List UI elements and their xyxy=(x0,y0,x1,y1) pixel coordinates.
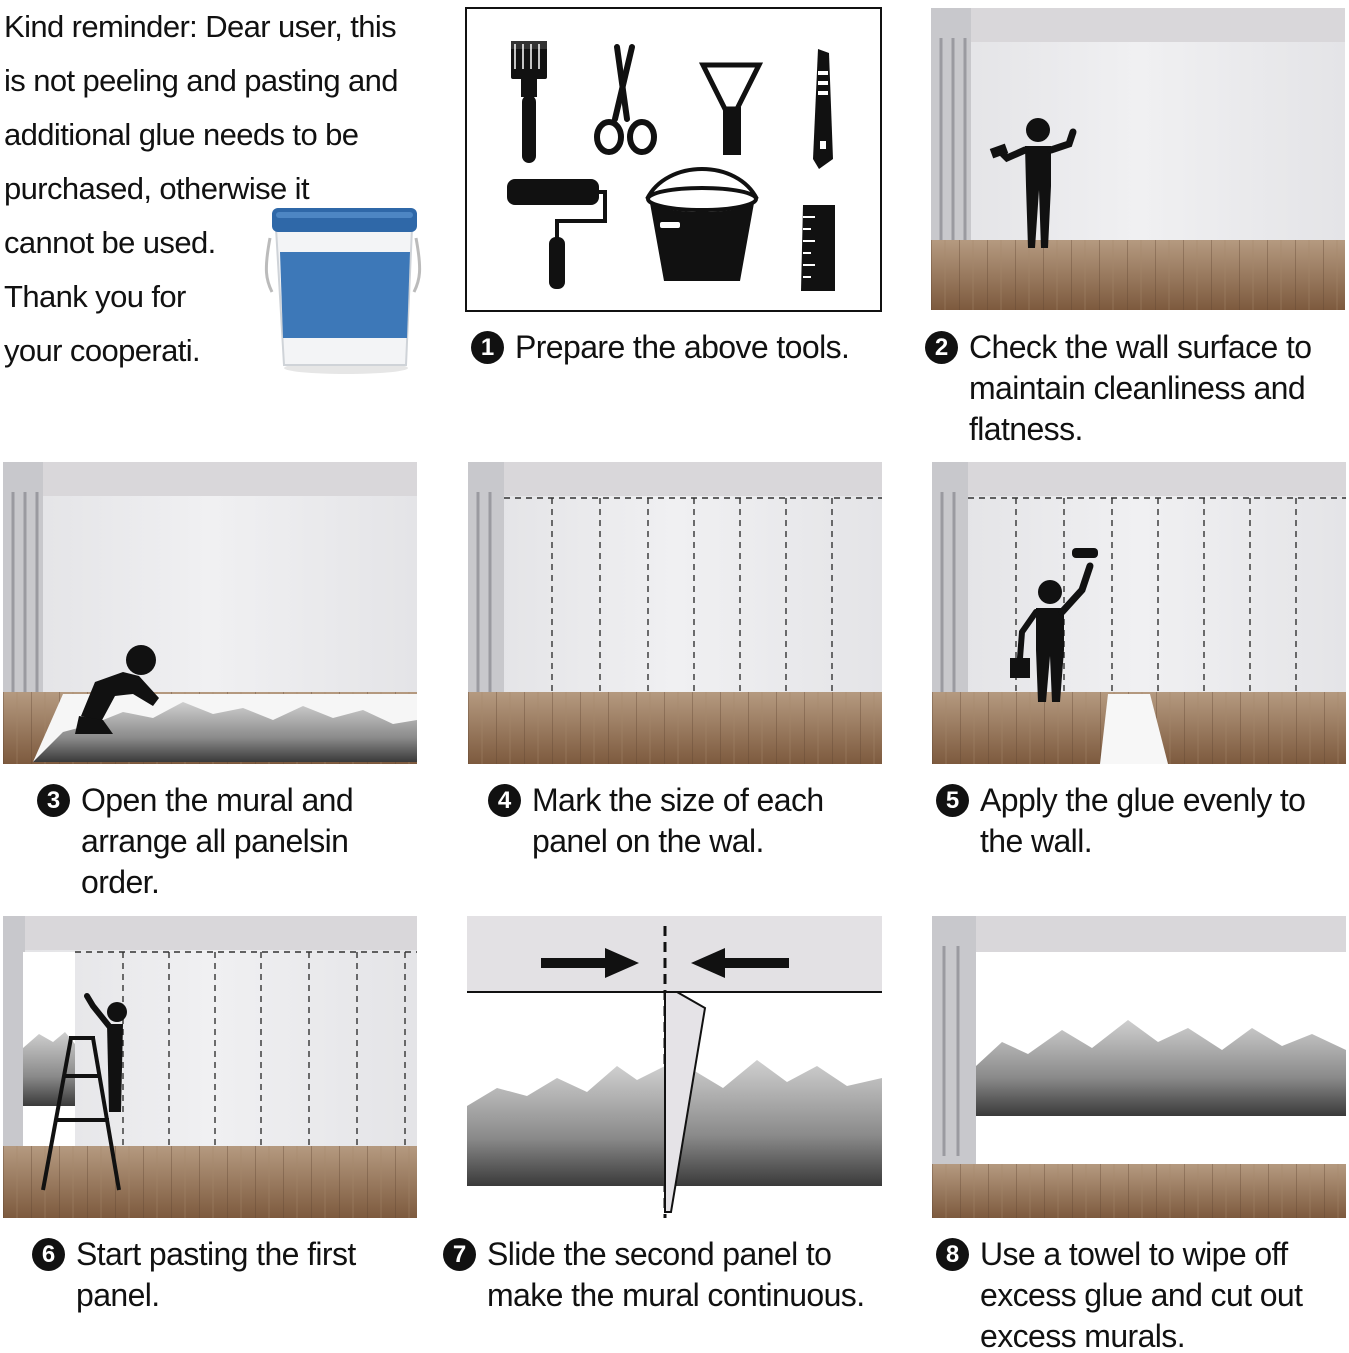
step-text: Open the mural and arrange all panelsin order. xyxy=(81,782,354,900)
utility-knife-icon xyxy=(813,49,833,169)
step-7-image xyxy=(467,916,882,1218)
step-8-image xyxy=(932,916,1346,1218)
reminder-line: is not peeling and pasting and xyxy=(4,63,398,98)
glue-bucket-icon xyxy=(262,200,427,375)
step-6-image xyxy=(3,916,417,1218)
paint-roller-icon xyxy=(507,179,605,289)
step-text: Slide the second panel to make the mural continuous. xyxy=(487,1236,865,1313)
step-3-image xyxy=(3,462,417,764)
step-number-badge: 4 xyxy=(488,784,521,817)
step-3-caption xyxy=(37,780,437,903)
step-2-image xyxy=(931,8,1345,310)
step-number-badge: 2 xyxy=(925,331,958,364)
step-8-caption xyxy=(936,1234,1349,1353)
step-number-badge: 8 xyxy=(936,1238,969,1271)
step-text: Check the wall surface to maintain cleanliness and flatness. xyxy=(969,329,1312,447)
step-4-image xyxy=(468,462,882,764)
step-number-badge: 3 xyxy=(37,784,70,817)
step-6-caption xyxy=(32,1234,452,1316)
step-4-caption xyxy=(488,780,908,862)
step-2-caption xyxy=(925,327,1349,450)
step-7-caption xyxy=(443,1234,923,1316)
step-text: Start pasting the first panel. xyxy=(76,1236,356,1313)
step-number-badge: 1 xyxy=(471,331,504,364)
step-text: Mark the size of each panel on the wal. xyxy=(532,782,824,859)
paint-brush-icon xyxy=(511,41,547,163)
reminder-line: Thank you for xyxy=(4,279,186,314)
step-1-caption xyxy=(471,327,901,368)
step-text: Prepare the above tools. xyxy=(515,329,850,365)
reminder-line: purchased, otherwise it xyxy=(4,171,309,206)
reminder-line: Kind reminder: Dear user, this xyxy=(4,9,397,44)
scraper-icon xyxy=(703,65,759,155)
step-number-badge: 6 xyxy=(32,1238,65,1271)
step-text: Use a towel to wipe off excess glue and cut out excess murals. xyxy=(980,1236,1303,1353)
step-number-badge: 5 xyxy=(936,784,969,817)
reminder-line: additional glue needs to be xyxy=(4,117,359,152)
tools-panel xyxy=(465,7,882,312)
reminder-line: cannot be used. xyxy=(4,225,216,260)
ruler-icon xyxy=(801,205,835,291)
step-5-image xyxy=(932,462,1346,764)
step-5-caption xyxy=(936,780,1349,862)
bucket-icon xyxy=(647,169,757,281)
reminder-line: your cooperati. xyxy=(4,333,201,368)
step-text: Apply the glue evenly to the wall. xyxy=(980,782,1306,859)
step-number-badge: 7 xyxy=(443,1238,476,1271)
scissors-icon xyxy=(597,47,654,152)
